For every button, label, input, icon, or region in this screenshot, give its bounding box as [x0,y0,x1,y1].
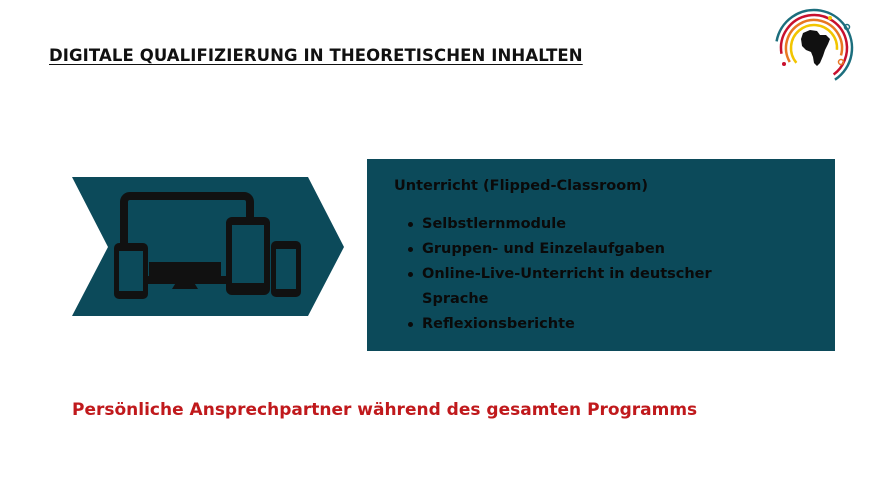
list-item: Online-Live-Unterricht in deutscher Sprache [394,262,774,312]
info-list [394,212,835,337]
contact-note: Persönliche Ansprechpartner während des gesamten Programms [72,400,698,420]
devices-chevron [72,177,344,316]
info-box [367,159,835,351]
list-item: Gruppen- und Einzelaufgaben [394,237,774,262]
list-item: Reflexionsberichte [394,312,774,337]
info-heading: Unterricht (Flipped-Classroom) [394,178,648,194]
list-item: Selbstlernmodule [394,212,774,237]
africa-circuit-logo-icon [772,6,856,90]
page-title: DIGITALE QUALIFIZIERUNG IN THEORETISCHEN INHALTEN [49,46,583,65]
